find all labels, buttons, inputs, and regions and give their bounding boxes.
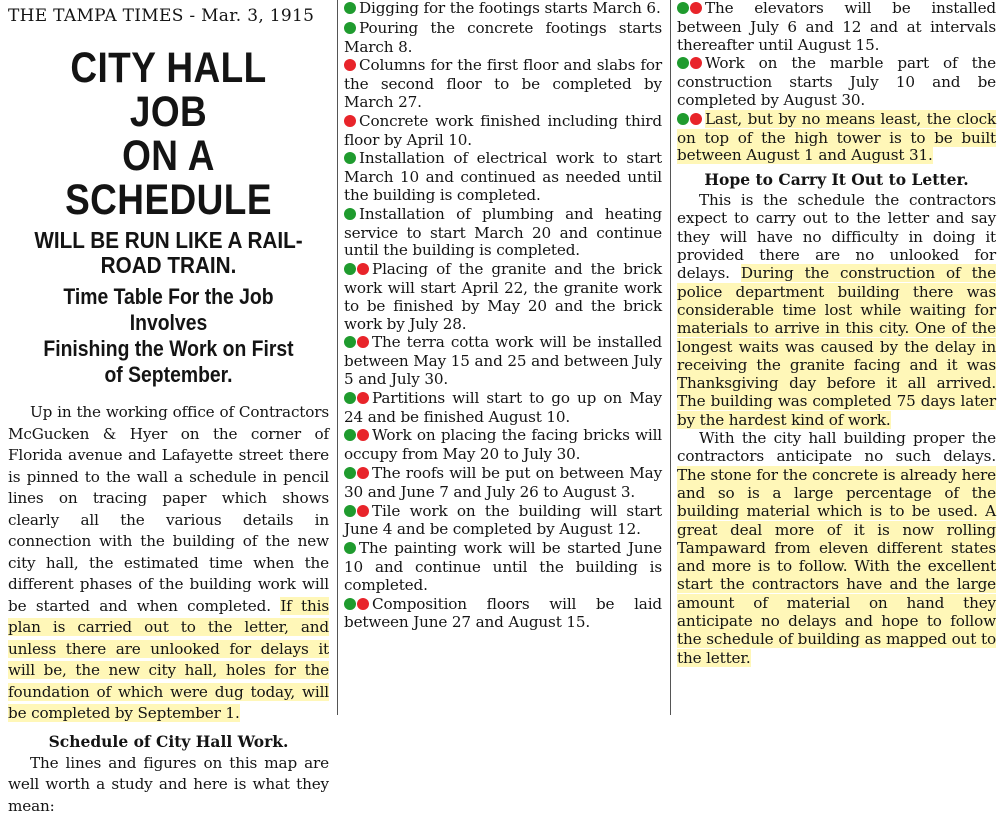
red-dot-icon — [357, 263, 369, 275]
status-dots — [344, 114, 357, 132]
schedule-item — [677, 0, 996, 54]
deck — [27, 284, 309, 388]
schedule-item-text: The painting work will be started June 10 and continue until the building is completed. — [344, 539, 662, 594]
headline-line-2: ON A SCHEDULE — [30, 134, 306, 222]
schedule-item-text: Composition floors will be laid between June 27 and August 15. — [344, 595, 662, 632]
green-dot-icon — [344, 2, 356, 14]
schedule-item-text: Partitions will start to go up on May 24 and be finished August 10. — [344, 389, 662, 426]
hope-heading: Hope to Carry It Out to Letter. — [677, 169, 996, 191]
status-dots — [344, 58, 357, 76]
green-dot-icon — [344, 152, 356, 164]
status-dots — [677, 56, 703, 74]
green-dot-icon — [344, 505, 356, 517]
status-dots — [677, 1, 703, 19]
schedule-heading: Schedule of City Hall Work. — [8, 731, 329, 753]
red-dot-icon — [357, 392, 369, 404]
schedule-item-text: Work on placing the facing bricks will occupy from May 20 to July 30. — [344, 426, 662, 463]
status-dots — [344, 262, 370, 280]
red-dot-icon — [344, 115, 356, 127]
red-dot-icon — [344, 59, 356, 71]
deck-line-2: Finishing the Work on First — [27, 336, 309, 362]
deck-line-1: Time Table For the Job Involves — [27, 284, 309, 336]
schedule-item — [344, 20, 662, 57]
schedule-item — [344, 261, 662, 333]
hope-paragraph-2 — [677, 429, 996, 667]
green-dot-icon — [344, 429, 356, 441]
status-dots — [344, 504, 370, 522]
red-dot-icon — [357, 598, 369, 610]
schedule-item-text: Pouring the concrete footings starts March 8. — [344, 19, 662, 56]
schedule-item — [677, 55, 996, 109]
schedule-item-text: Tile work on the building will start June 4 and be completed by August 12. — [344, 502, 662, 539]
schedule-intro: The lines and figures on this map are well worth a study and here is what they mean: — [8, 753, 329, 817]
green-dot-icon — [344, 598, 356, 610]
intro-highlighted-text: If this plan is carried out to the letter, and unless there are unlooked for delays it will be, the new city hall, holes for the foundation of which were dug today, will be completed by September 1. — [8, 597, 329, 723]
green-dot-icon — [344, 542, 356, 554]
red-dot-icon — [690, 2, 702, 14]
hope-p2-highlighted-text: The stone for the concrete is already here and so is a large percentage of the building material which is to be used. A great deal more of it is now rolling Tampaward from eleven different states and more is to follow. With the excellent start the contractors have and the large amount of material on hand they anticipate no delays and hope to follow the schedule of building as mapped out to the letter. — [677, 466, 996, 667]
schedule-item — [344, 113, 662, 150]
schedule-item — [677, 111, 996, 165]
red-dot-icon — [690, 113, 702, 125]
red-dot-icon — [357, 505, 369, 517]
status-dots — [344, 466, 370, 484]
status-dots — [344, 1, 357, 19]
dateline: THE TAMPA TIMES - Mar. 3, 1915 — [8, 6, 329, 34]
status-dots — [344, 151, 357, 169]
green-dot-icon — [677, 2, 689, 14]
status-dots — [344, 21, 357, 39]
subhead-line-2: ROAD TRAIN. — [24, 253, 313, 278]
schedule-item-text: Installation of plumbing and heating service to start March 20 and continue until the building is completed. — [344, 205, 662, 260]
schedule-item — [344, 465, 662, 502]
schedule-item — [344, 334, 662, 388]
schedule-item — [344, 503, 662, 540]
column-1 — [0, 0, 333, 715]
green-dot-icon — [344, 263, 356, 275]
schedule-item — [344, 596, 662, 633]
schedule-item-text: Concrete work finished including third floor by April 10. — [344, 112, 662, 149]
subhead — [24, 228, 313, 278]
status-dots — [677, 112, 703, 130]
green-dot-icon — [677, 57, 689, 69]
green-dot-icon — [344, 208, 356, 220]
green-dot-icon — [344, 392, 356, 404]
schedule-item-text: Installation of electrical work to start March 10 and continued as needed until the building is completed. — [344, 149, 662, 204]
red-dot-icon — [357, 467, 369, 479]
green-dot-icon — [677, 113, 689, 125]
schedule-item-text: The terra cotta work will be installed between May 15 and 25 and between July 5 and July 30. — [344, 333, 662, 388]
schedule-item-text: Digging for the footings starts March 6. — [359, 0, 661, 17]
schedule-item-text: The roofs will be put on between May 30 and June 7 and July 26 to August 3. — [344, 464, 662, 501]
schedule-item — [344, 0, 662, 19]
deck-line-3: of September. — [27, 362, 309, 388]
status-dots — [344, 391, 370, 409]
red-dot-icon — [357, 429, 369, 441]
green-dot-icon — [344, 467, 356, 479]
status-dots — [344, 597, 370, 615]
red-dot-icon — [690, 57, 702, 69]
headline-line-1: CITY HALL JOB — [30, 46, 306, 134]
schedule-item-text: Last, but by no means least, the clock on top of the high tower is to be built between August 1 and August 31. — [677, 110, 996, 165]
green-dot-icon — [344, 22, 356, 34]
schedule-item — [344, 390, 662, 427]
schedule-list-part-1 — [344, 0, 662, 632]
status-dots — [344, 335, 370, 353]
red-dot-icon — [357, 336, 369, 348]
green-dot-icon — [344, 336, 356, 348]
schedule-item-text: Columns for the first floor and slabs for the second floor to be completed by March 27. — [344, 56, 662, 111]
status-dots — [344, 541, 357, 559]
headline — [30, 46, 306, 222]
hope-paragraph-1 — [677, 191, 996, 429]
hope-p1-text: This is the schedule the contractors expect to carry out to the letter and say they will have no difficulty in doing it provided there are no unlooked for delays. — [677, 191, 996, 282]
hope-p1-highlighted-text: During the construction of the police department building there was considerable time lost while waiting for materials to arrive in this city. One of the longest waits was caused by the delay in receiving the granite facing and it was Thanksgiving day before it all arrived. The building was completed 75 days later by the hardest kind of work. — [677, 264, 996, 428]
schedule-item-text: Placing of the granite and the brick work will start April 22, the granite work to be finished by May 20 and the brick work by July 28. — [344, 260, 662, 332]
intro-paragraph — [8, 402, 329, 725]
schedule-item — [344, 57, 662, 111]
subhead-line-1: WILL BE RUN LIKE A RAIL- — [24, 228, 313, 253]
status-dots — [344, 428, 370, 446]
schedule-item-text: Work on the marble part of the construction starts July 10 and be completed by August 30. — [677, 54, 996, 109]
schedule-item — [344, 150, 662, 204]
schedule-item-text: The elevators will be installed between July 6 and 12 and at intervals thereafter until August 15. — [677, 0, 996, 54]
status-dots — [344, 207, 357, 225]
schedule-list-part-2 — [677, 0, 996, 165]
column-3 — [670, 0, 1000, 715]
intro-text: Up in the working office of Contractors McGucken & Hyer on the corner of Florida avenue and Lafayette street there is pinned to the wall a schedule in pencil lines on tracing paper which shows clearly all the various details in connection with the building of the new city hall, the estimated time when the different phases of the building work will be started and when completed. — [8, 403, 329, 615]
schedule-item — [344, 206, 662, 260]
hope-p2-text: With the city hall building proper the contractors anticipate no such delays. — [677, 429, 996, 465]
column-2 — [337, 0, 666, 715]
schedule-item — [344, 540, 662, 594]
schedule-item — [344, 427, 662, 464]
